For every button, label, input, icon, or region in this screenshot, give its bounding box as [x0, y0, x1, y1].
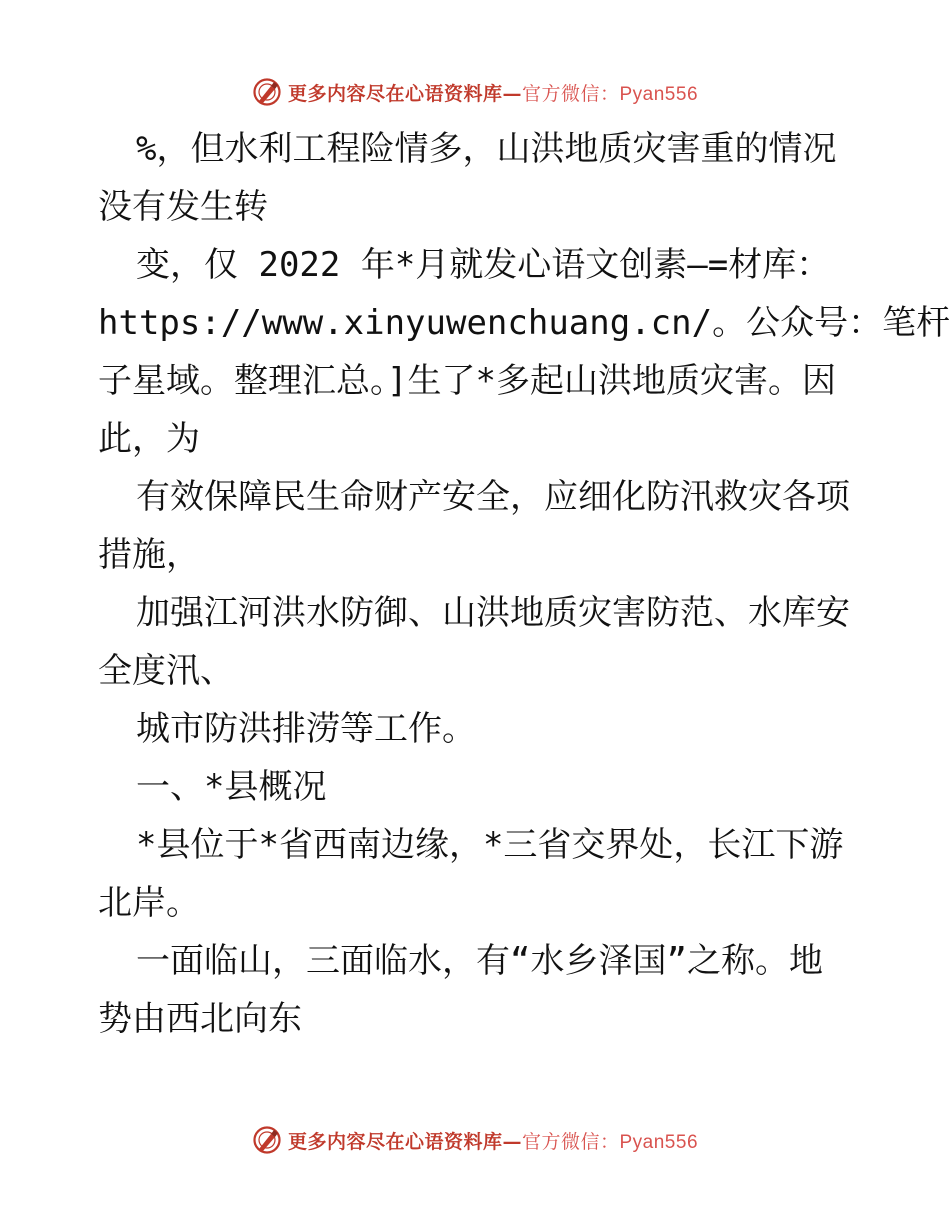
pen-logo-icon [252, 1125, 282, 1155]
footer-main-text: 更多内容尽在心语资料库 [287, 1130, 503, 1153]
header-wechat-label: 官方微信： [521, 82, 620, 105]
header-main-text: 更多内容尽在心语资料库 [287, 82, 503, 105]
body-line: 措施， [98, 535, 200, 575]
footer-wechat-label: 官方微信： [521, 1130, 620, 1153]
header-separator: — [502, 82, 522, 105]
body-line: 一面临山，三面临水，有“水乡泽国”之称。地 [136, 941, 823, 981]
document-body [98, 120, 950, 1048]
body-line: https://www.xinyuwenchuang.cn/。公众号：笔杆 [98, 303, 950, 343]
body-line: 此，为 [98, 419, 200, 459]
body-line: 城市防洪排涝等工作。 [136, 709, 476, 749]
footer-banner [0, 1120, 950, 1160]
body-line: 有效保障民生命财产安全，应细化防汛救灾各项 [136, 477, 850, 517]
body-line: 子星域。整理汇总。]生了*多起山洪地质灾害。因 [98, 361, 836, 401]
footer-separator: — [502, 1130, 522, 1153]
pen-logo-icon [252, 77, 282, 107]
body-line: 北岸。 [98, 883, 200, 923]
body-line: 全度汛、 [98, 651, 234, 691]
section-heading: 一、*县概况 [136, 767, 327, 807]
body-line: 变，仅 2022 年*月就发心语文创素—=材库： [136, 245, 831, 285]
body-line: 加强江河洪水防御、山洪地质灾害防范、水库安 [136, 593, 850, 633]
body-line: 势由西北向东 [98, 999, 302, 1039]
header-text [288, 79, 698, 106]
body-line: %，但水利工程险情多，山洪地质灾害重的情况 [136, 129, 837, 169]
footer-text [288, 1127, 698, 1154]
header-wechat-id: Pyan556 [619, 83, 699, 105]
header-banner [0, 72, 950, 112]
footer-wechat-id: Pyan556 [619, 1131, 699, 1153]
body-line: 没有发生转 [98, 187, 268, 227]
body-line: *县位于*省西南边缘，*三省交界处，长江下游 [136, 825, 844, 865]
